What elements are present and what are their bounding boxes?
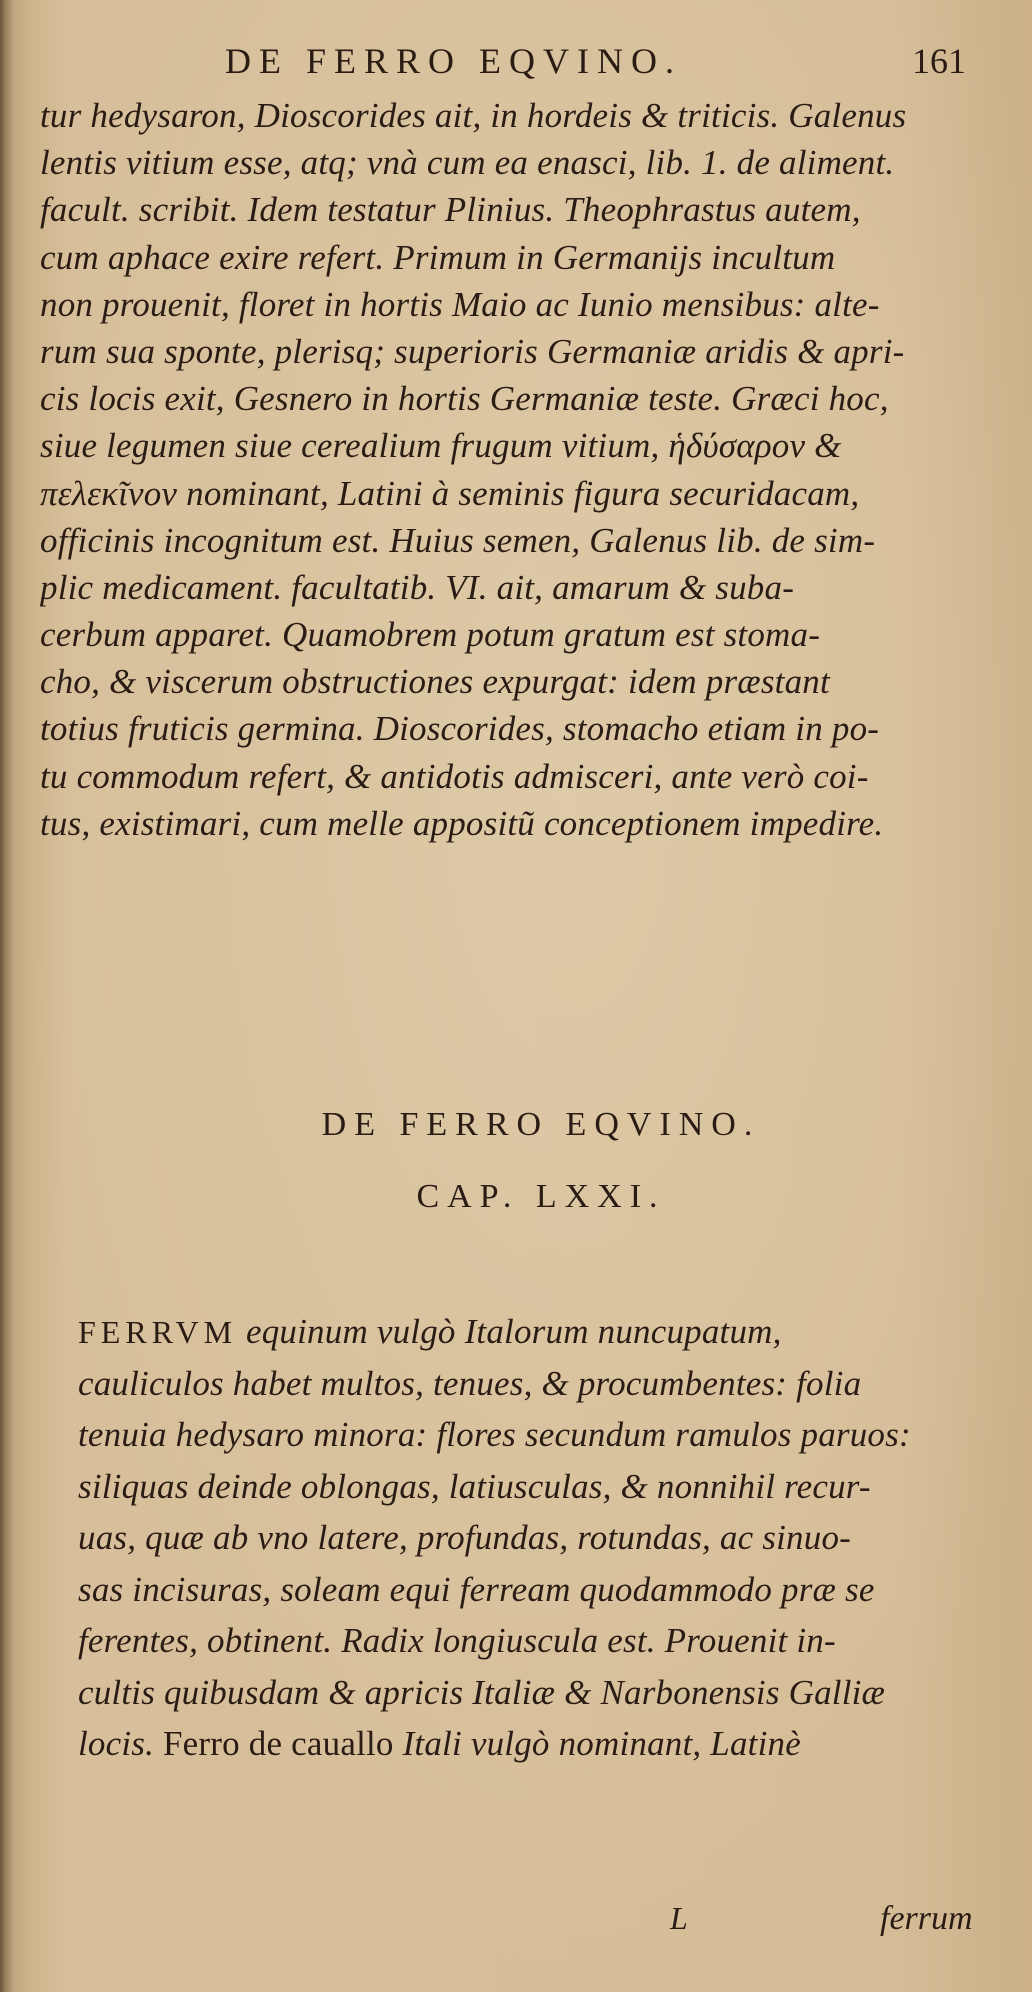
text-line: lentis vitium esse, atq; vnà cum ea enasci, lib. 1. de aliment. (40, 143, 895, 183)
page-number: 161 (912, 41, 966, 81)
text-line: cerbum apparet. Quamobrem potum gratum est stoma- (40, 615, 821, 655)
text-line: totius fruticis germina. Dioscorides, stomacho etiam in po- (40, 709, 880, 749)
text-line: cauliculos habet multos, tenues, & procumbentes: folia (78, 1363, 862, 1403)
page-footer (0, 1900, 1032, 1950)
continued-text-block (40, 92, 1000, 847)
text-line: tur hedysaron, Dioscorides ait, in hordeis & triticis. Galenus (40, 96, 907, 135)
text-line: cum aphace exire refert. Primum in Germanijs incultum (40, 237, 836, 277)
text-line: non prouenit, floret in hortis Maio ac Iunio mensibus: alte- (40, 284, 880, 324)
running-head-title: DE FERRO EQVINO. (225, 41, 682, 81)
last-line-end: Itali vulgò nominant, Latinè (402, 1724, 801, 1763)
text-line: uas, quæ ab vno latere, profundas, rotundas, ac sinuo- (78, 1518, 852, 1557)
text-line: siliquas deinde oblongas, latiusculas, & nonnihil recur- (78, 1466, 871, 1506)
text-line: plic medicament. facultatib. VI. ait, amarum & suba- (40, 567, 795, 607)
chapter-title: DE FERRO EQVINO. (321, 1106, 761, 1143)
text-line: cultis quibusdam & apricis Italiæ & Narbonensis Galliæ (78, 1672, 886, 1712)
running-head (0, 40, 1032, 90)
text-line: cis locis exit, Gesnero in hortis Germaniæ teste. Græci hoc, (40, 379, 889, 419)
text-line: facult. scribit. Idem testatur Plinius. Theophrastus autem, (40, 190, 861, 230)
text-line: πελεκῖνον nominant, Latini à seminis figura securidacam, (40, 473, 860, 513)
first-line-text: equinum vulgò Italorum nuncupatum, (245, 1312, 782, 1351)
text-line: sas incisuras, soleam equi ferream quodammodo præ se (78, 1569, 875, 1609)
text-line: rum sua sponte, plerisq; superioris Germaniæ aridis & apri- (40, 331, 905, 371)
vernacular-name: Ferro de cauallo (163, 1724, 394, 1763)
initial-word: FERRVM (78, 1314, 238, 1350)
chapter-heading (0, 1100, 1032, 1222)
text-line: tus, existimari, cum melle appositũ conceptionem impedire. (40, 803, 884, 843)
chapter-last-line (78, 1718, 1008, 1770)
catchword: ferrum (880, 1900, 973, 1937)
chapter-first-line (78, 1306, 1008, 1358)
last-line-start: locis. (78, 1724, 155, 1763)
text-line: siue legumen siue cerealium frugum vitium, ἡδύσαρον & (40, 426, 842, 466)
signature-mark: L (670, 1900, 688, 1936)
chapter-text-block (78, 1306, 1008, 1770)
chapter-number: CAP. LXXI. (416, 1178, 666, 1215)
text-line: tenuia hedysaro minora: flores secundum ramulos paruos: (78, 1415, 911, 1454)
binding-gutter (0, 0, 14, 1992)
text-line: cho, & viscerum obstructiones expurgat: idem præstant (40, 662, 830, 702)
text-line: officinis incognitum est. Huius semen, Galenus lib. de sim- (40, 520, 876, 560)
text-line: tu commodum refert, & antidotis admisceri, ante verò coi- (40, 756, 869, 796)
text-line: ferentes, obtinent. Radix longiuscula est. Prouenit in- (78, 1621, 836, 1660)
